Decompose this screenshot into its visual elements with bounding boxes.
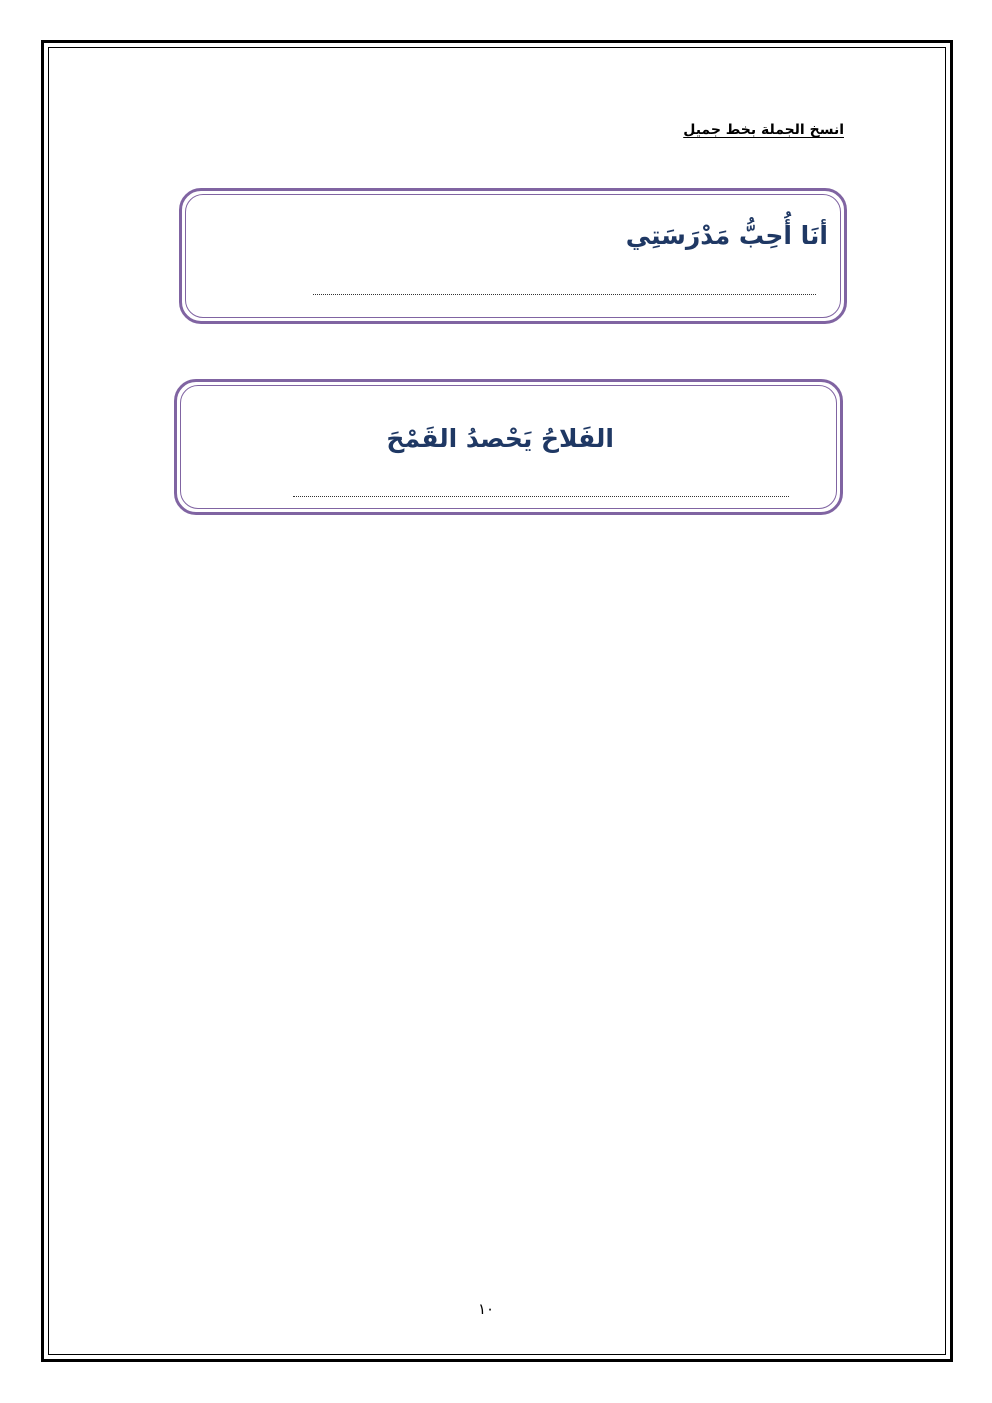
writing-line-2[interactable]: [293, 496, 789, 497]
instruction-heading: انسخ الجملة بخط جميل: [683, 122, 844, 138]
sentence-box-2: [174, 379, 843, 515]
sentence-box-1: [179, 188, 847, 324]
writing-line-1[interactable]: [313, 294, 816, 295]
model-sentence-2: الفَلاحُ يَحْصدُ القَمْحَ: [386, 424, 614, 453]
page-number: ١٠: [477, 1300, 495, 1318]
model-sentence-1: أنَا أُحِبُّ مَدْرَسَتِي: [625, 221, 828, 250]
